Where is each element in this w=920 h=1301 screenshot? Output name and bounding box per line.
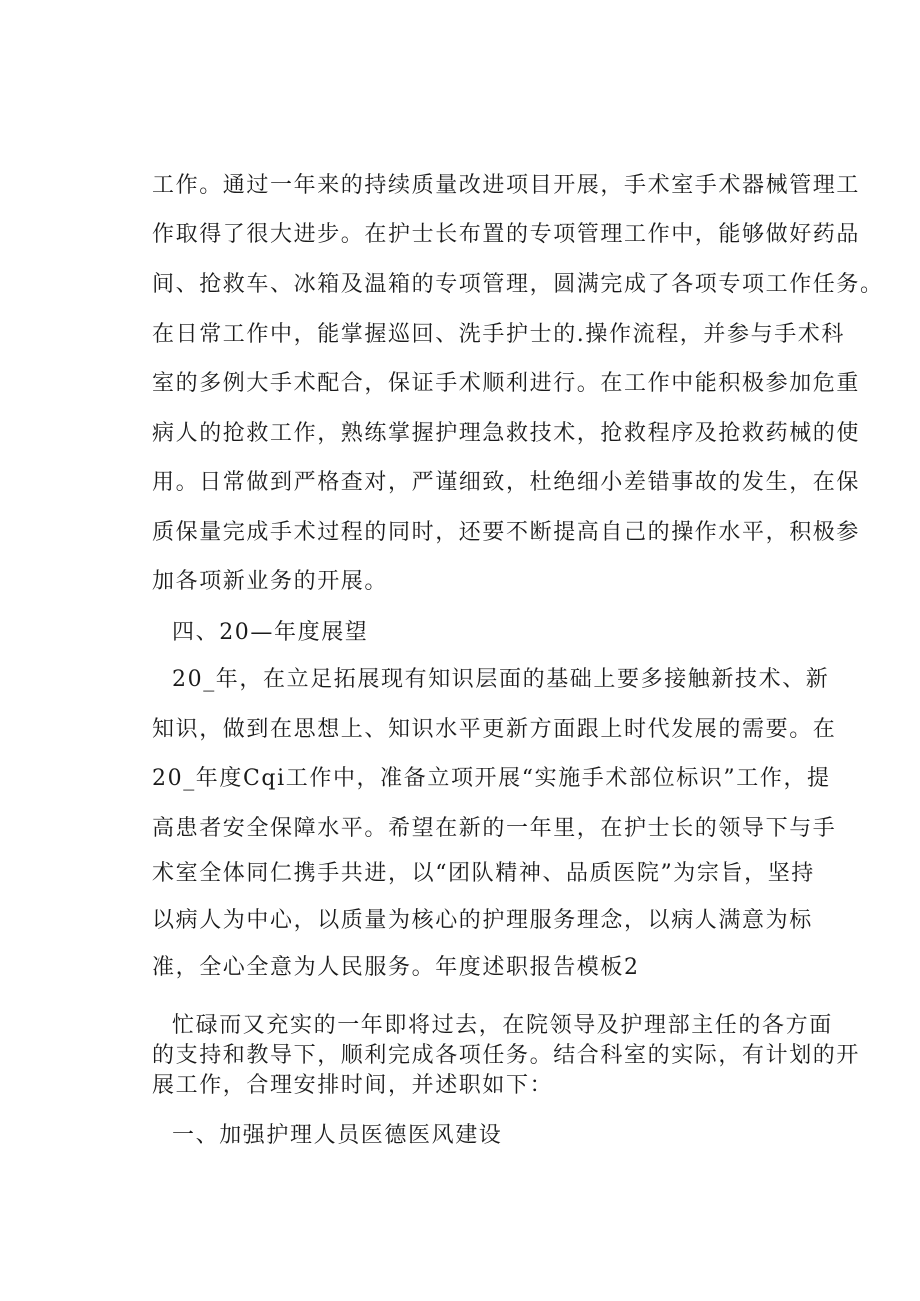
text-line: 20_年度Cqi工作中，准备立项开展“实施手术部位标识”工作，提 <box>152 766 831 791</box>
text-line: 以病人为中心，以质量为核心的护理服务理念，以病人满意为标 <box>152 908 813 933</box>
text-line: 室的多例大手术配合，保证手术顺利进行。在工作中能积极参加危重 <box>152 371 861 396</box>
text-line: 工作。通过一年来的持续质量改进项目开展，手术室手术器械管理工 <box>152 173 861 198</box>
text-line: 加各项新业务的开展。 <box>152 569 389 594</box>
text-line: 高患者安全保障水平。希望在新的一年里，在护士长的领导下与手 <box>152 816 837 841</box>
text-line: 作取得了很大进步。在护士长布置的专项管理工作中，能够做好药品 <box>152 222 861 247</box>
text-line: 在日常工作中，能掌握巡回、洗手护士的.操作流程，并参与手术科 <box>152 322 845 347</box>
text-line: 病人的抢救工作，熟练掌握护理急救技术，抢救程序及抢救药械的使 <box>152 421 861 446</box>
text-line: 忙碌而又充实的一年即将过去，在院领导及护理部主任的各方面 <box>172 1013 833 1038</box>
text-line: 20_年，在立足拓展现有知识层面的基础上要多接触新技术、新 <box>172 667 830 692</box>
text-line: 质保量完成手术过程的同时，还要不断提高自己的操作水平，积极参 <box>152 520 861 545</box>
text-line: 知识，做到在思想上、知识水平更新方面跟上时代发展的需要。在 <box>152 717 837 742</box>
text-line: 准，全心全意为人民服务。年度述职报告模板2 <box>152 955 640 980</box>
text-line: 间、抢救车、冰箱及温箱的专项管理，圆满完成了各项专项工作任务。 <box>152 272 884 297</box>
text-line: 术室全体同仁携手共进，以“团队精神、品质医院”为宗旨，坚持 <box>152 861 815 886</box>
text-line: 展工作，合理安排时间，并述职如下： <box>152 1073 554 1098</box>
text-line: 的支持和教导下，顺利完成各项任务。结合科室的实际，有计划的开 <box>152 1043 861 1068</box>
section-heading: 一、加强护理人员医德医风建设 <box>172 1123 503 1148</box>
section-heading: 四、20—年度展望 <box>172 620 369 645</box>
text-line: 用。日常做到严格查对，严谨细致，杜绝细小差错事故的发生，在保 <box>152 470 861 495</box>
